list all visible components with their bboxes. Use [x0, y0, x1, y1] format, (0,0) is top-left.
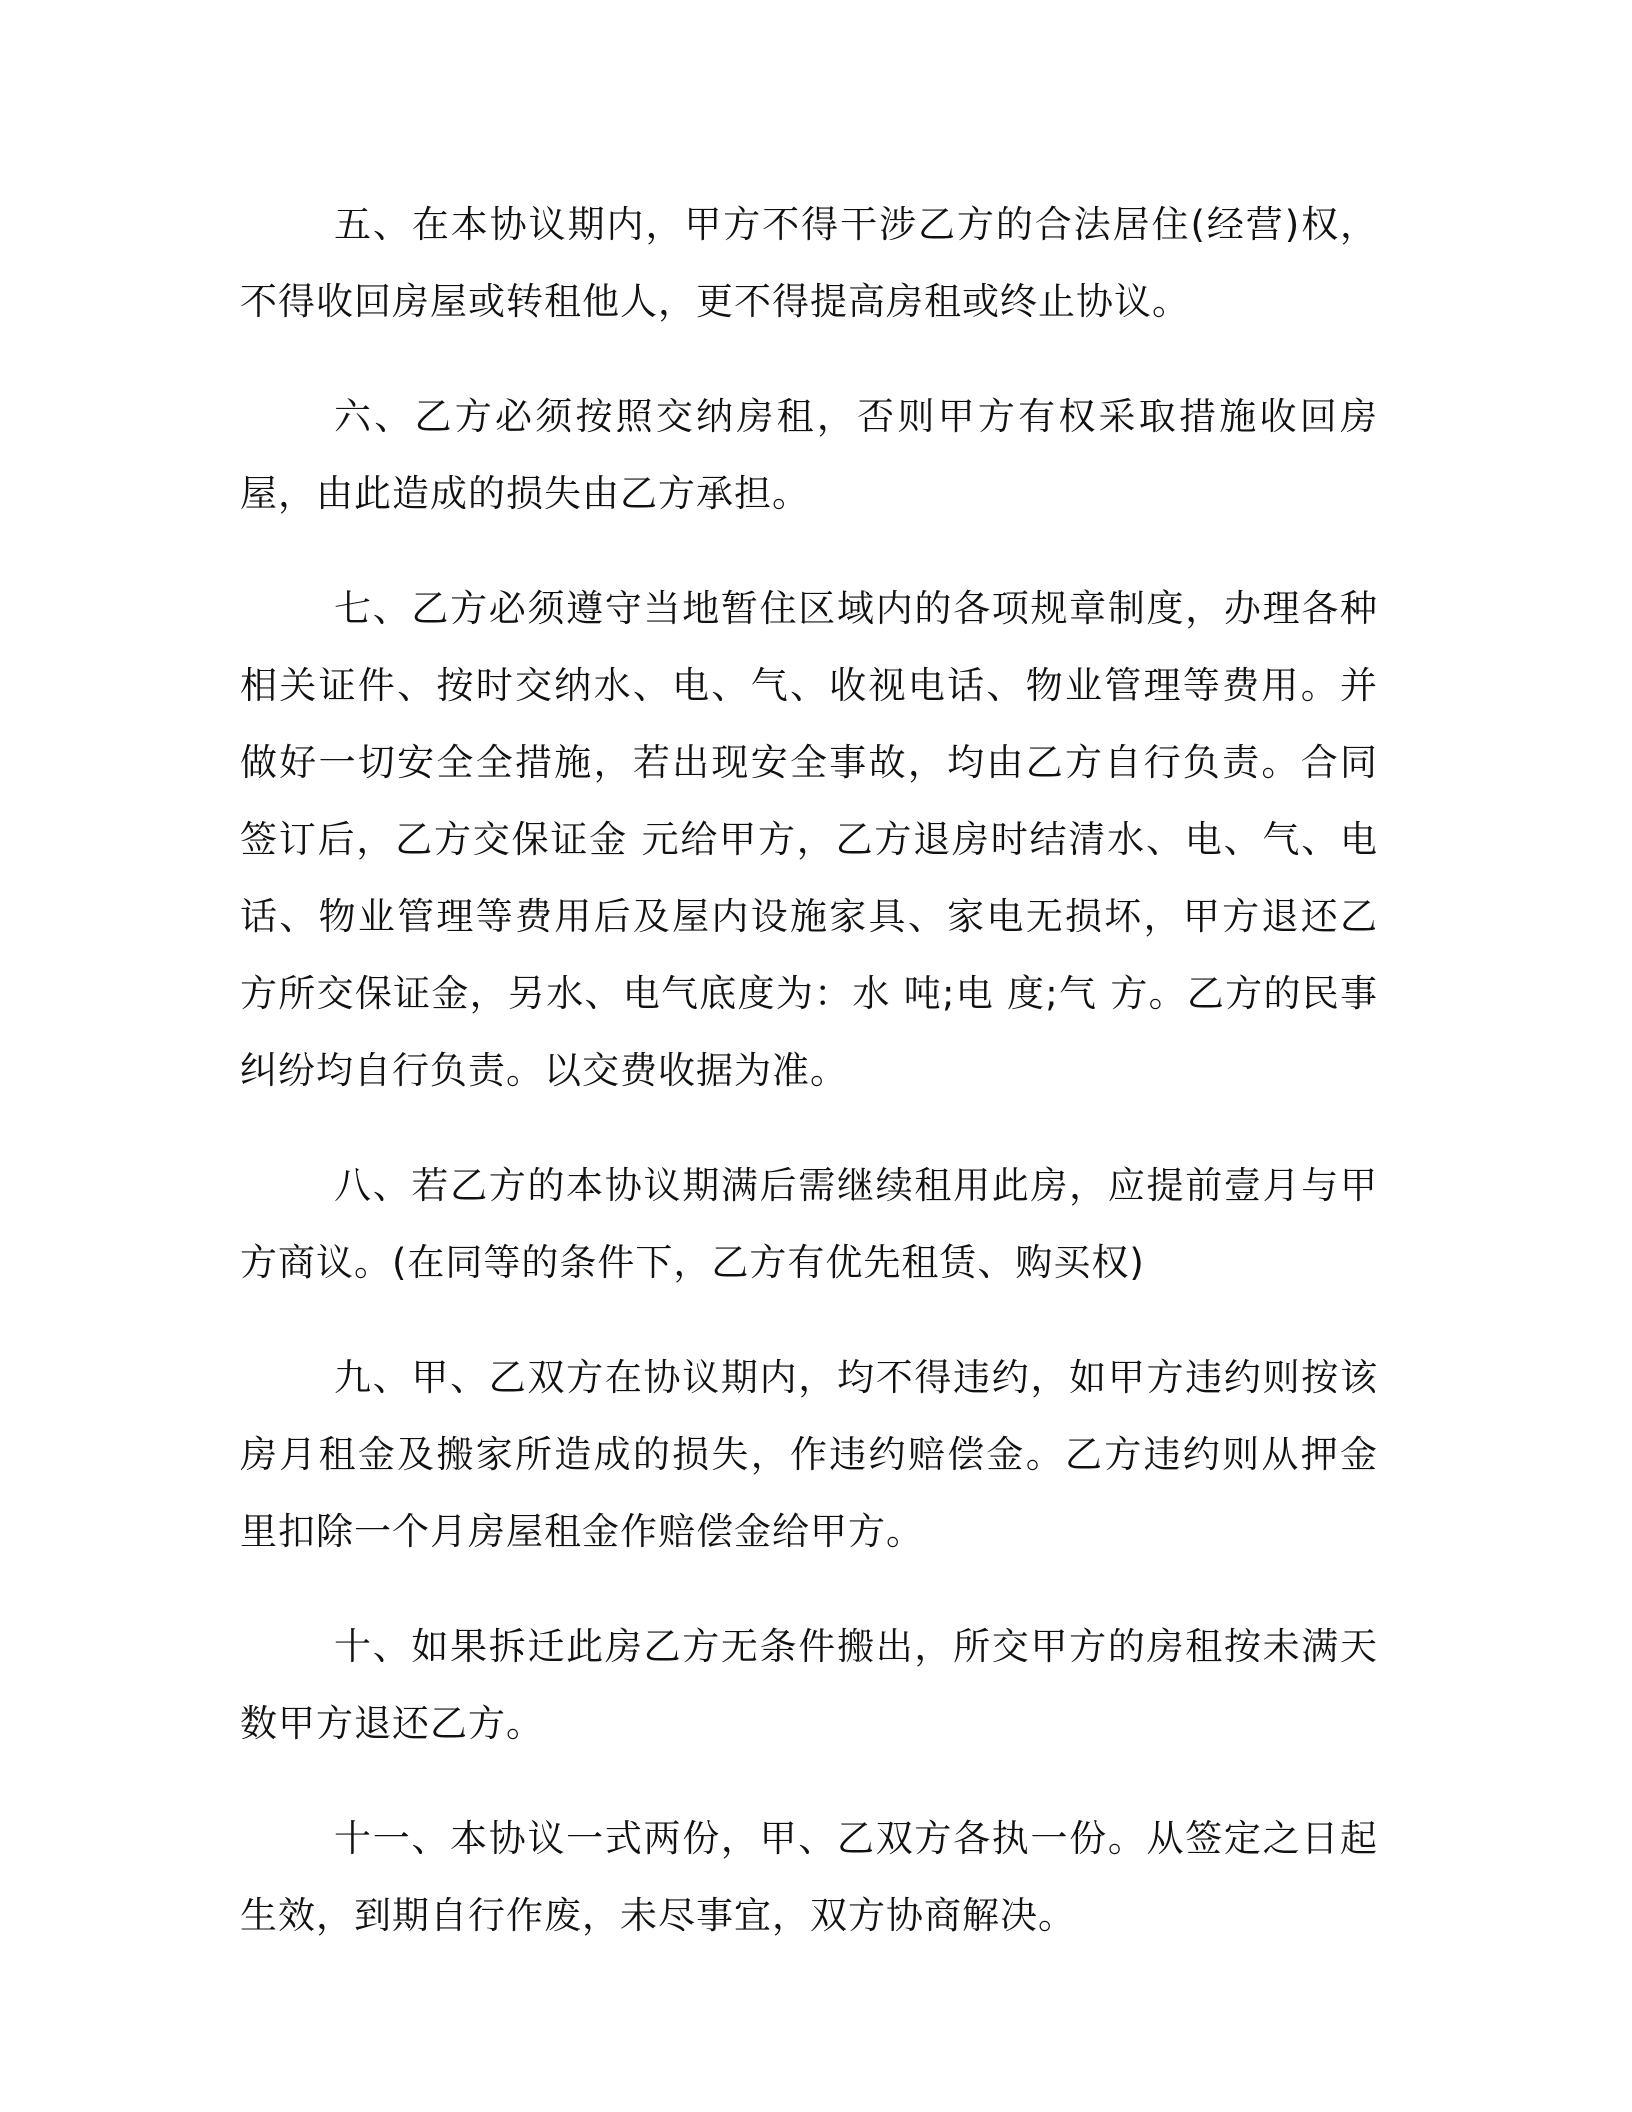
clause-5-paragraph: 五、在本协议期内，甲方不得干涉乙方的合法居住(经营)权，不得收回房屋或转租他人，更不得提高房租或终止协议。 [240, 203, 1378, 323]
clause-9-paragraph: 九、甲、乙双方在协议期内，均不得违约，如甲方违约则按该房月租金及搬家所造成的损失，作违约赔偿金。乙方违约则从押金里扣除一个月房屋租金作赔偿金给甲方。 [240, 1356, 1378, 1553]
clause-7-paragraph: 七、乙方必须遵守当地暂住区域内的各项规章制度，办理各种相关证件、按时交纳水、电、气、收视电话、物业管理等费用。并做好一切安全全措施，若出现安全事故，均由乙方自行负责。合同签订后，乙方交保证金 元给甲方，乙方退房时结清水、电、气、电话、物业管理等费用后及屋内设施家具、家电无损坏，甲方退还乙方所交保证金，另水、电气底度为：水 吨;电 度;气 方。乙方的民事纠纷均自行负责。以交费收据为准。 [240, 587, 1378, 1092]
document-body [240, 186, 1378, 1992]
clause-8-paragraph: 八、若乙方的本协议期满后需继续租用此房，应提前壹月与甲方商议。(在同等的条件下，乙方有优先租赁、购买权) [240, 1164, 1378, 1284]
clause-11-paragraph: 十一、本协议一式两份，甲、乙双方各执一份。从签定之日起生效，到期自行作废，未尽事宜，双方协商解决。 [240, 1817, 1378, 1937]
clause-10-paragraph: 十、如果拆迁此房乙方无条件搬出，所交甲方的房租按未满天数甲方退还乙方。 [240, 1625, 1378, 1745]
clause-6-paragraph: 六、乙方必须按照交纳房租，否则甲方有权采取措施收回房屋，由此造成的损失由乙方承担。 [240, 395, 1378, 515]
